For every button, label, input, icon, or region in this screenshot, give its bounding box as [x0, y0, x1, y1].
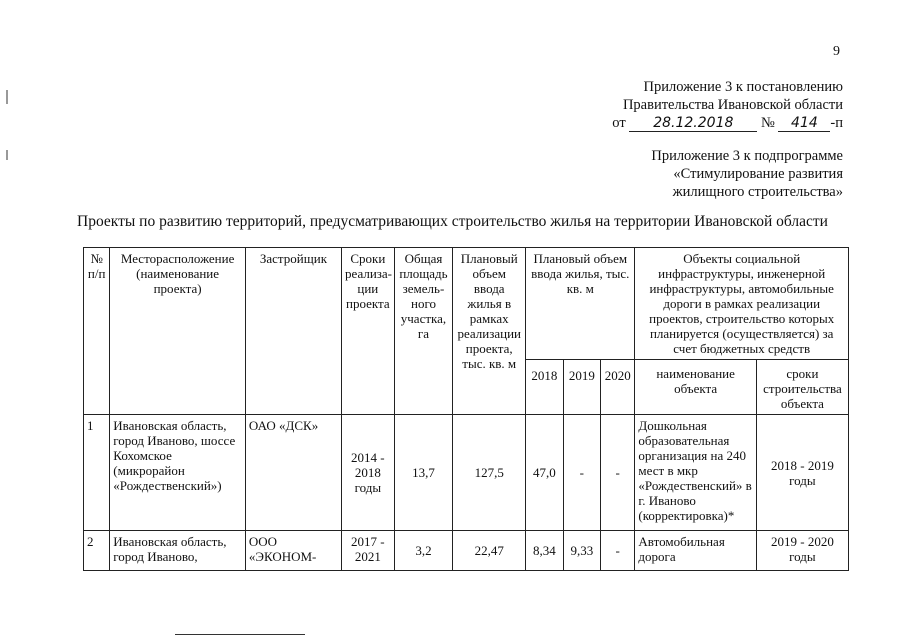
row2-planned-total: 22,47	[453, 531, 526, 571]
appendix-subprogram-block	[651, 147, 843, 201]
header-year-2019: 2019	[563, 360, 600, 415]
projects-table	[83, 247, 849, 571]
scan-edge-mark	[6, 90, 8, 104]
header-year-2018: 2018	[526, 360, 563, 415]
table-row	[84, 415, 849, 531]
row1-infra-period: 2018 - 2019 годы	[756, 415, 848, 531]
appendix-subprogram-line2: «Стимулирование развития	[673, 166, 843, 182]
header-year-2020: 2020	[601, 360, 635, 415]
header-num: № п/п	[84, 248, 110, 415]
row1-location: Ивановская область, город Иваново, шоссе Кохомское (микрорайон «Рождественский»)	[110, 415, 246, 531]
appendix-resolution-line3	[612, 114, 843, 132]
row1-2018: 47,0	[526, 415, 563, 531]
row1-infra-name: Дошкольная образовательная организация на 240 мест в мкр «Рождественский» в г. Иваново (корректировка)*	[635, 415, 756, 531]
appendix-resolution-line2: Правительства Ивановской области	[622, 97, 843, 113]
row2-area: 3,2	[394, 531, 453, 571]
header-area: Общая площадь земель- ного участка, га	[394, 248, 453, 415]
row2-infra-name: Автомобильная дорога	[635, 531, 756, 571]
appendix-resolution-block	[612, 78, 843, 132]
scan-edge-mark	[6, 150, 8, 160]
header-infrastructure: Объекты социальной инфраструктуры, инженерной инфраструктуры, автомобильные дороги в рамках реализации проектов, строительство которых планируется (осуществляется) за счет бюджетных средств	[635, 248, 849, 360]
row2-2020: -	[601, 531, 635, 571]
resolution-date: 28.12.2018	[629, 116, 757, 132]
row1-area: 13,7	[394, 415, 453, 531]
row1-planned-total: 127,5	[453, 415, 526, 531]
row2-2018: 8,34	[526, 531, 563, 571]
page-number: 9	[833, 44, 840, 59]
header-planned-years: Плановый объем ввода жилья, тыс. кв. м	[526, 248, 635, 360]
number-suffix: -п	[830, 115, 843, 131]
row2-location: Ивановская область, город Иваново,	[110, 531, 246, 571]
appendix-subprogram-line1: Приложение 3 к подпрограмме	[651, 148, 843, 164]
table-header-row	[84, 248, 849, 360]
header-period: Сроки реализа- ции проекта	[342, 248, 395, 415]
row2-period: 2017 - 2021	[342, 531, 395, 571]
resolution-number: 414	[778, 116, 830, 132]
row2-developer: ООО «ЭКОНОМ-	[245, 531, 341, 571]
appendix-resolution-line1: Приложение 3 к постановлению	[643, 79, 843, 95]
header-developer: Застройщик	[245, 248, 341, 415]
row1-num: 1	[84, 415, 110, 531]
header-planned-total: Плановый объем ввода жилья в рамках реализации проекта, тыс. кв. м	[453, 248, 526, 415]
header-location: Месторасположение (наименование проекта)	[110, 248, 246, 415]
row1-2019: -	[563, 415, 600, 531]
row2-num: 2	[84, 531, 110, 571]
date-prefix: от	[612, 115, 626, 131]
document-title: Проекты по развитию территорий, предусматривающих строительство жилья на территории Ивановской области	[77, 213, 828, 230]
row2-2019: 9,33	[563, 531, 600, 571]
appendix-subprogram-line3: жилищного строительства»	[672, 184, 843, 200]
header-infra-period: сроки строительства объекта	[756, 360, 848, 415]
row2-infra-period: 2019 - 2020 годы	[756, 531, 848, 571]
row1-developer: ОАО «ДСК»	[245, 415, 341, 531]
row1-2020: -	[601, 415, 635, 531]
row1-period: 2014 - 2018 годы	[342, 415, 395, 531]
table-row	[84, 531, 849, 571]
header-infra-name: наименование объекта	[635, 360, 756, 415]
footnote-rule	[175, 634, 305, 635]
number-sign: №	[760, 115, 775, 131]
